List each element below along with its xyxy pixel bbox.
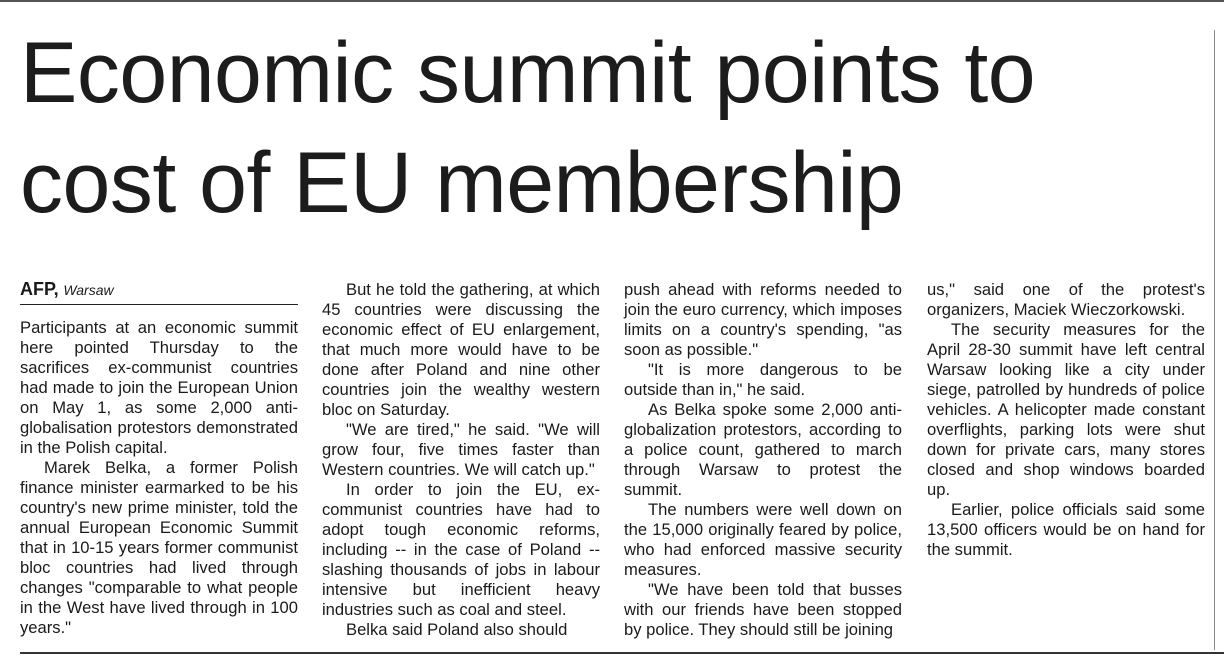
paragraph: "It is more dangerous to be outside than in," he said.	[624, 360, 902, 399]
paragraph: In order to join the EU, ex-communist countries have had to adopt tough economic reforms, including -- in the case of Poland -- slashing thousands of jobs in labour intensive but inefficient heavy industries such as coal and steel.	[322, 480, 600, 619]
article-column-3	[624, 280, 902, 640]
byline-place: Warsaw	[63, 282, 114, 298]
paragraph: Earlier, police officials said some 13,500 officers would be on hand for the summit.	[927, 500, 1205, 559]
paragraph: The numbers were well down on the 15,000 originally feared by police, who had enforced massive security measures.	[624, 500, 902, 579]
byline	[20, 278, 298, 305]
article-column-2	[322, 280, 600, 640]
byline-agency: AFP,	[20, 279, 59, 299]
paragraph: "We have been told that busses with our friends have been stopped by police. They should still be joining	[624, 580, 902, 639]
paragraph: Belka said Poland also should	[346, 620, 568, 639]
column-rule	[1214, 30, 1215, 650]
top-rule	[0, 0, 1224, 2]
paragraph: push ahead with reforms needed to join the euro currency, which imposes limits on a country's spending, "as soon as possible."	[624, 280, 902, 359]
paragraph: "We are tired," he said. "We will grow four, five times faster than Western countries. We will catch up."	[322, 420, 600, 479]
article-column-1	[20, 278, 298, 638]
headline: Economic summit points to cost of EU membership	[20, 25, 1036, 231]
paragraph: But he told the gathering, at which 45 countries were discussing the economic effect of EU enlargement, that much more would have to be done after Poland and nine other countries join the wealthy western bloc on Saturday.	[322, 280, 600, 419]
paragraph: As Belka spoke some 2,000 anti-globalization protestors, according to a police count, gathered to march through Warsaw to protest the summit.	[624, 400, 902, 499]
paragraph: Marek Belka, a former Polish finance minister earmarked to be his country's new prime minister, told the annual European Economic Summit that in 10-15 years former communist bloc countries had lived through changes "comparable to what people in the West have lived through in 100 years."	[20, 458, 298, 637]
bottom-rule	[20, 652, 1224, 654]
paragraph: The security measures for the April 28-30 summit have left central Warsaw looking like a city under siege, patrolled by hundreds of police vehicles. A helicopter made constant overflights, parking lots were shut down for private cars, many stores closed and shop windows boarded up.	[927, 320, 1205, 499]
article-column-4	[927, 280, 1205, 560]
paragraph: Participants at an economic summit here pointed Thursday to the sacrifices ex-communist countries had made to join the European Union on May 1, as some 2,000 anti-globalisation protestors demonstrated in the Polish capital.	[20, 318, 298, 457]
paragraph: us," said one of the protest's organizers, Maciek Wieczorkowski.	[927, 280, 1205, 319]
